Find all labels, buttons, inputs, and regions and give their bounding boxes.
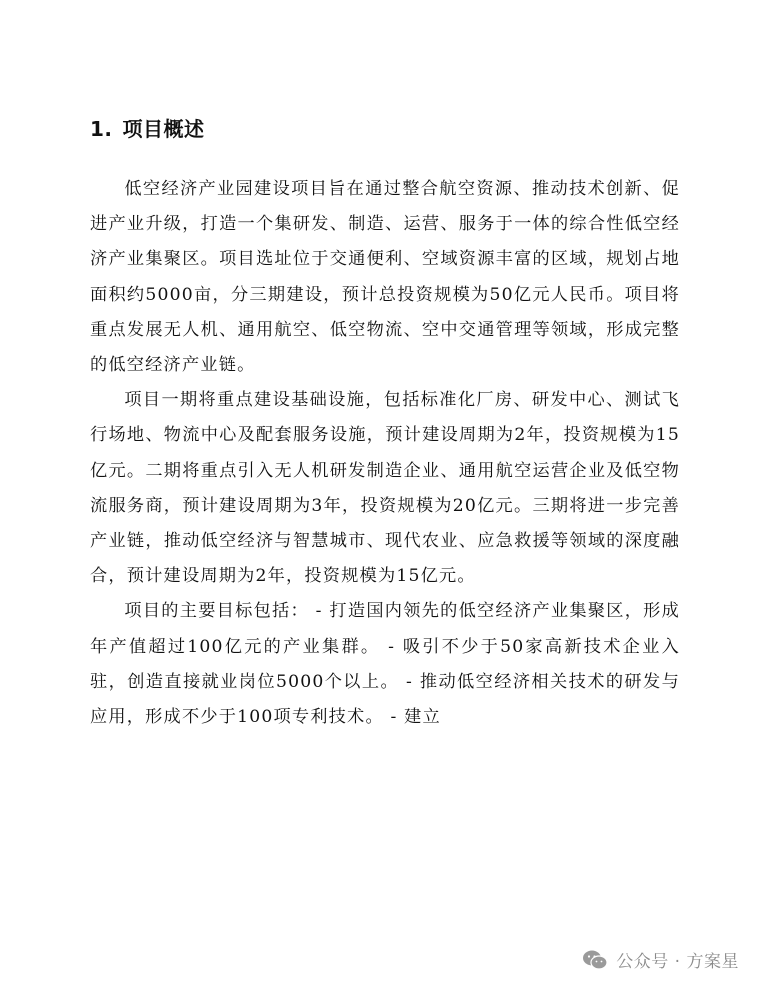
- section-title: 项目概述: [122, 117, 205, 141]
- section-number: 1.: [90, 117, 113, 141]
- wechat-icon: [582, 949, 608, 971]
- section-heading: [90, 114, 205, 144]
- watermark-text: 公众号 · 方案星: [616, 952, 739, 972]
- paragraph-overview: 低空经济产业园建设项目旨在通过整合航空资源、推动技术创新、促进产业升级，打造一个集研发、制造、运营、服务于一体的综合性低空经济产业集聚区。项目选址位于交通便利、空域资源丰富的区域，规划占地面积约5000亩，分三期建设，预计总投资规模为50亿元人民币。项目将重点发展无人机、通用航空、低空物流、空中交通管理等领域，形成完整的低空经济产业链。: [90, 179, 680, 376]
- paragraph-phases: 项目一期将重点建设基础设施，包括标准化厂房、研发中心、测试飞行场地、物流中心及配套服务设施，预计建设周期为2年，投资规模为15亿元。二期将重点引入无人机研发制造企业、通用航空运营企业及低空物流服务商，预计建设周期为3年，投资规模为20亿元。三期将进一步完善产业链，推动低空经济与智慧城市、现代农业、应急救援等领域的深度融合，预计建设周期为2年，投资规模为15亿元。: [90, 390, 680, 587]
- body-text: [90, 172, 680, 735]
- paragraph-goals: 项目的主要目标包括： - 打造国内领先的低空经济产业集聚区，形成年产值超过100亿元的产业集群。 - 吸引不少于50家高新技术企业入驻，创造直接就业岗位5000个以上。 - 推动低空经济相关技术的研发与应用，形成不少于100项专利技术。 - 建立: [90, 601, 680, 728]
- watermark: [582, 947, 739, 972]
